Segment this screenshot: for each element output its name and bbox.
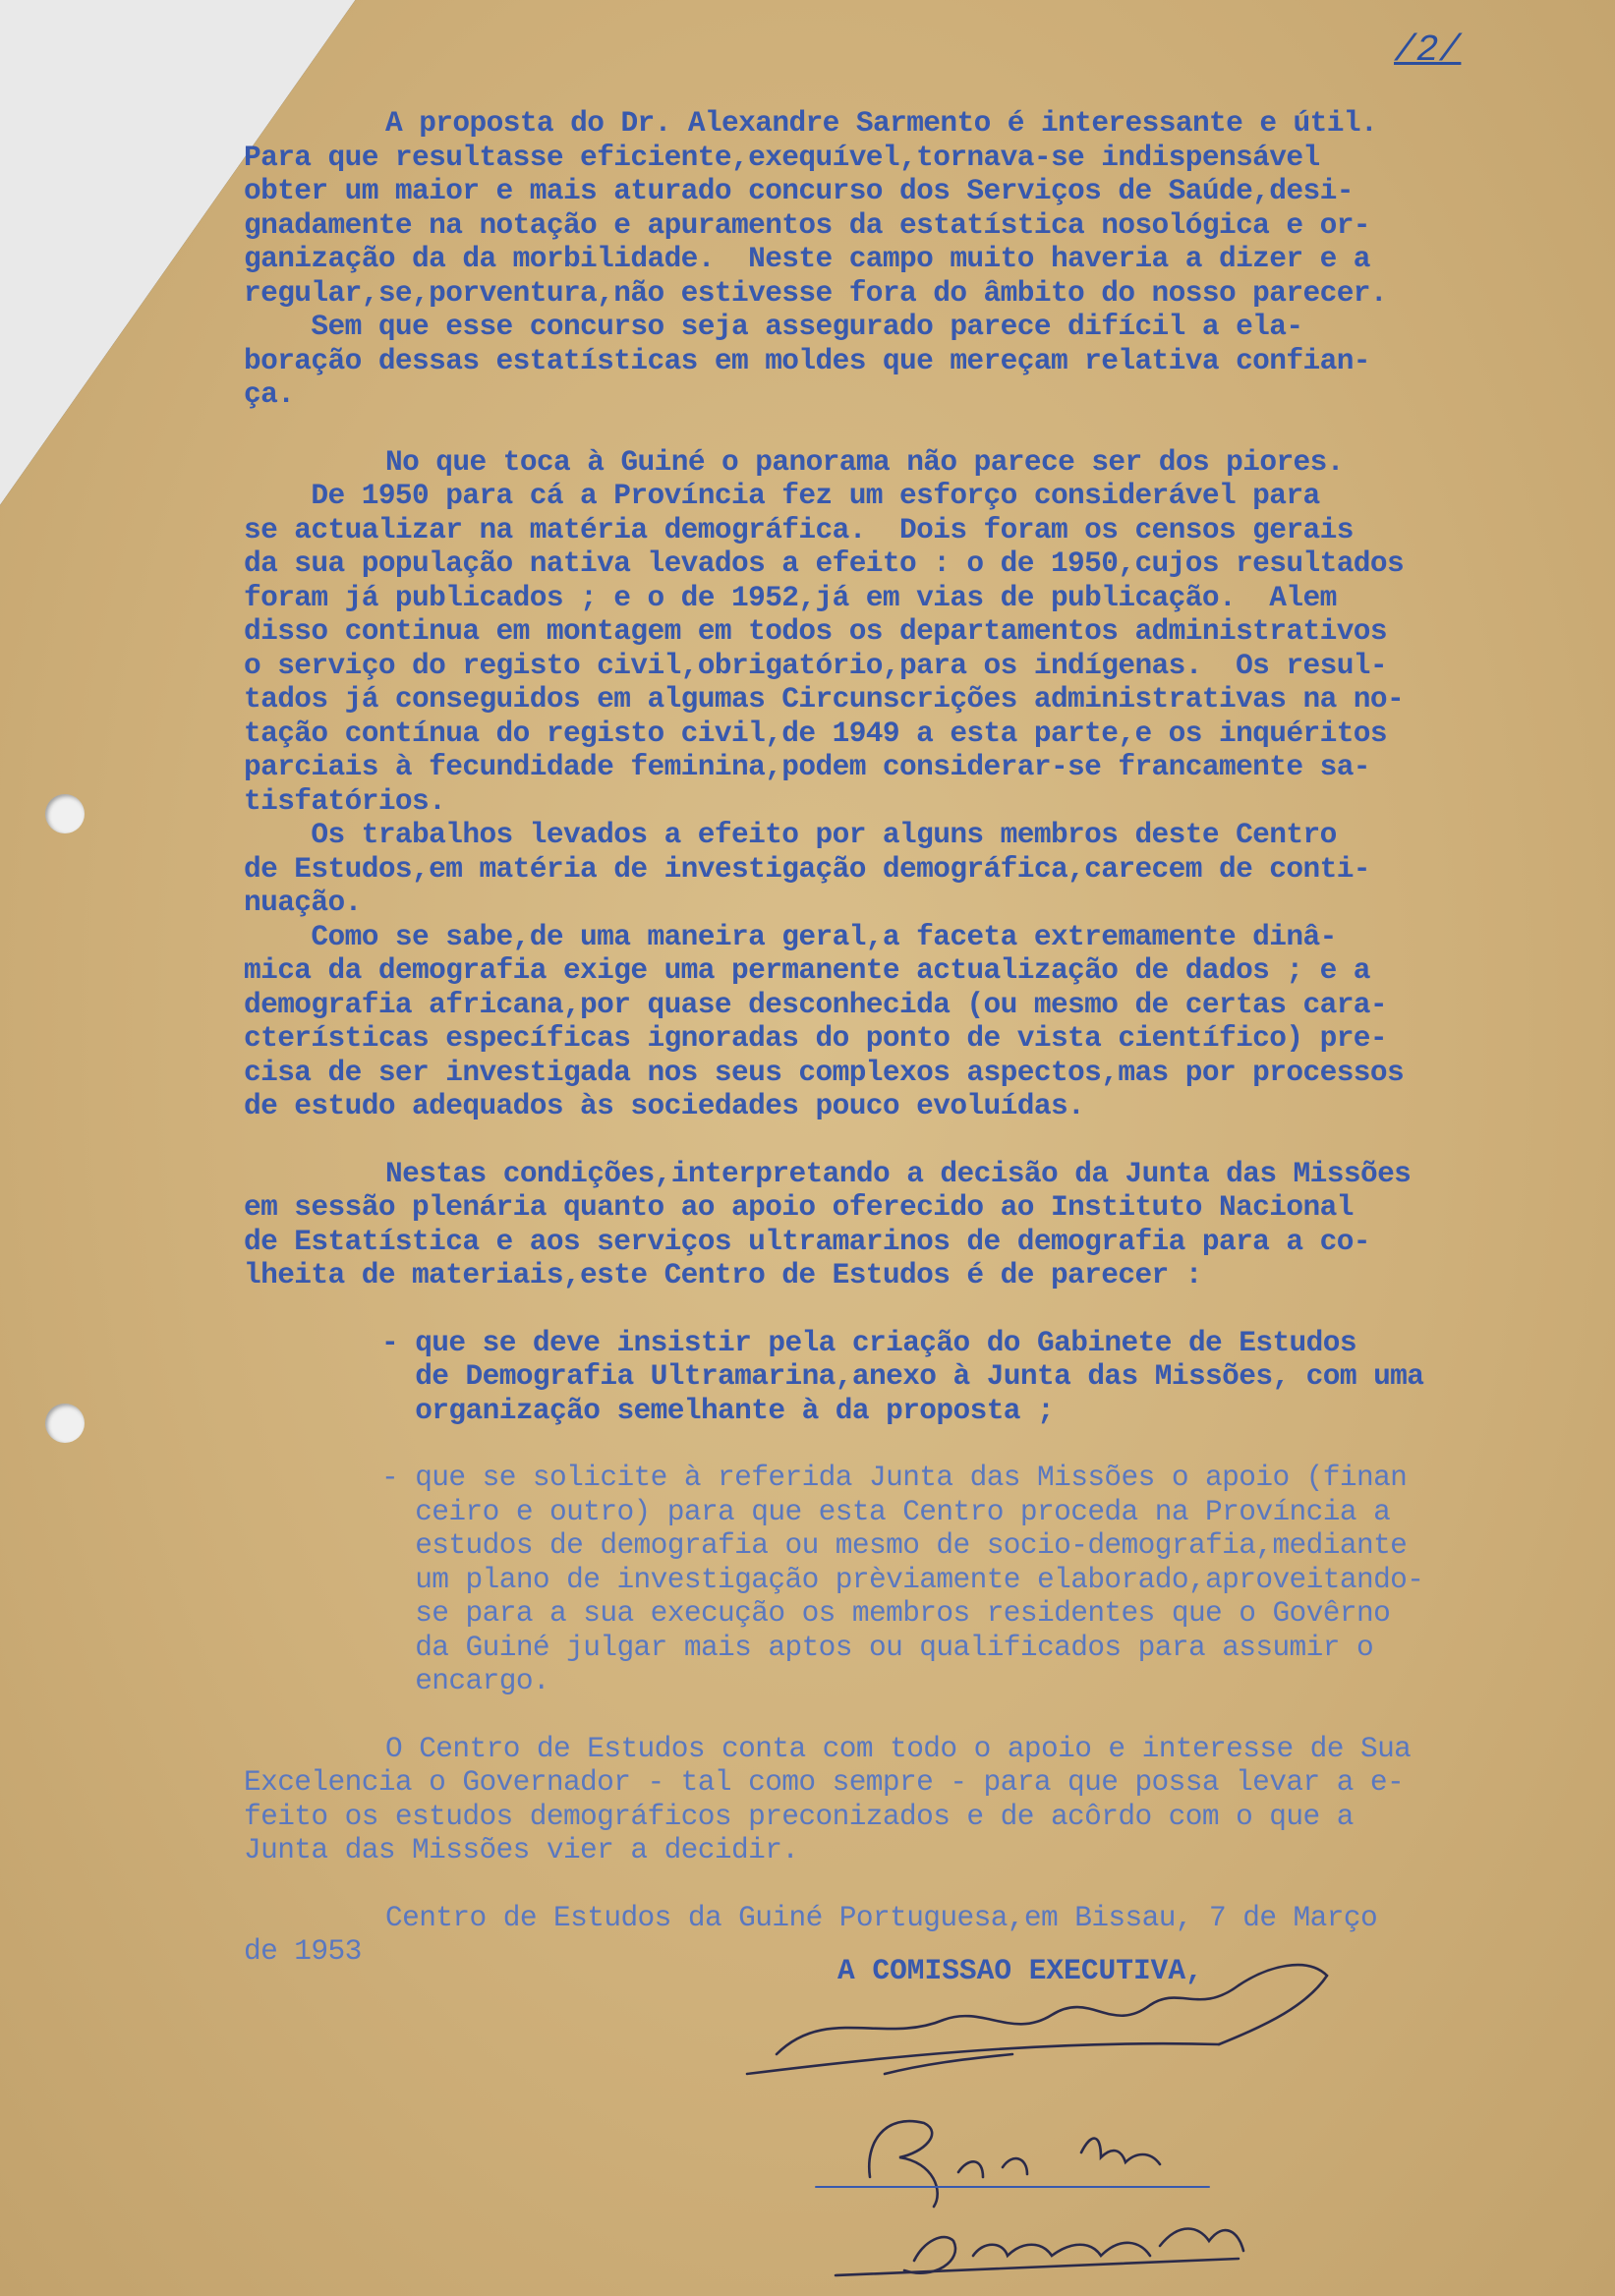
text-line: se para a sua execução os membros residentes que o Govêrno — [381, 1596, 1391, 1630]
text-line: organização semelhante à da proposta ; — [381, 1393, 1055, 1427]
paragraph-guinea-demography — [244, 444, 1600, 1123]
text-line: encargo. — [381, 1664, 550, 1697]
text-line: - que se solicite à referida Junta das Missões o apoio (finan — [381, 1461, 1408, 1494]
text-line: lheita de materiais,este Centro de Estudos é de parecer : — [244, 1258, 1202, 1292]
text-line: Nestas condições,interpretando a decisão da Junta das Missões — [385, 1156, 1412, 1190]
text-line: gnadamente na notação e apuramentos da estatística nosológica e or- — [244, 207, 1370, 242]
paragraph-conditions — [244, 1156, 1600, 1292]
text-line: nuação. — [244, 886, 362, 919]
paragraph-governor — [244, 1731, 1600, 1867]
text-line: de Estatística e aos serviços ultramarinos de demografia para a co- — [244, 1224, 1370, 1258]
text-line: em sessão plenária quanto ao apoio oferecido ao Instituto Nacional — [244, 1190, 1354, 1224]
text-line: de Estudos,em matéria de investigação demográfica,carecem de conti- — [244, 851, 1370, 886]
text-line: No que toca à Guiné o panorama não parece ser dos piores. — [385, 444, 1344, 479]
text-line: feito os estudos demográficos preconizados e de acôrdo com o que a — [244, 1799, 1354, 1833]
bullet-gabinete — [381, 1326, 1600, 1428]
paragraph-health-services — [244, 106, 1600, 412]
text-line: - que se deve insistir pela criação do Gabinete de Estudos — [381, 1325, 1356, 1359]
signatures — [688, 1946, 1474, 2290]
signature-block-title: A COMISSAO EXECUTIVA, — [837, 1954, 1203, 1987]
text-line: O Centro de Estudos conta com todo o apoio e interesse de Sua — [385, 1731, 1412, 1765]
text-line: cisa de ser investigada nos seus complexos aspectos,mas por processos — [244, 1055, 1405, 1089]
signature-3 — [836, 2229, 1243, 2276]
text-line: boração dessas estatísticas em moldes que mereçam relativa confian- — [244, 343, 1370, 377]
text-line: Os trabalhos levados a efeito por alguns membros deste Centro — [244, 818, 1337, 851]
text-line: de Demografia Ultramarina,anexo à Junta das Missões, com uma — [381, 1359, 1424, 1393]
text-line: ça. — [244, 377, 295, 411]
text-line: disso continua em montagem em todos os departamentos administrativos — [244, 614, 1387, 648]
text-line: Excelencia o Governador - tal como sempre - para que possa levar a e- — [244, 1765, 1405, 1799]
text-line: ceiro e outro) para que esta Centro proceda na Província a — [381, 1494, 1391, 1528]
text-line: obter um maior e mais aturado concurso dos Serviços de Saúde,desi- — [244, 174, 1354, 207]
text-line: foram já publicados ; e o de 1952,já em vias de publicação. Alem — [244, 580, 1337, 614]
text-line: A proposta do Dr. Alexandre Sarmento é interessante e útil. — [385, 106, 1378, 140]
text-line: parciais à fecundidade feminina,podem considerar-se francamente sa- — [244, 750, 1370, 783]
text-line: demografia africana,por quase desconhecida (ou mesmo de certas cara- — [244, 987, 1387, 1021]
punch-hole-bottom — [45, 1404, 85, 1443]
text-line: Para que resultasse eficiente,exequível,tornava-se indispensável — [244, 140, 1320, 174]
text-line: um plano de investigação prèviamente elaborado,aproveitando- — [381, 1562, 1424, 1596]
text-line: Junta das Missões vier a decidir. — [244, 1833, 799, 1866]
text-line: de estudo adequados às sociedades pouco evoluídas. — [244, 1089, 1085, 1122]
signature-1 — [747, 1965, 1327, 2074]
text-line: mica da demografia exige uma permanente actualização de dados ; e a — [244, 953, 1370, 987]
signature-2 — [869, 2121, 1160, 2207]
text-line: o serviço do registo civil,obrigatório,para os indígenas. Os resul- — [244, 648, 1387, 682]
text-line: tisfatórios. — [244, 783, 446, 818]
text-line: da Guiné julgar mais aptos ou qualificados para assumir o — [381, 1630, 1374, 1664]
text-line: Como se sabe,de uma maneira geral,a faceta extremamente dinâ- — [244, 919, 1337, 953]
text-line: de 1953 — [244, 1934, 362, 1968]
text-line: cterísticas específicas ignoradas do ponto de vista científico) pre- — [244, 1021, 1387, 1055]
text-line: ganização da da morbilidade. Neste campo muito haveria a dizer e a — [244, 242, 1370, 275]
punch-hole-top — [45, 794, 85, 833]
text-line: se actualizar na matéria demográfica. Dois foram os censos gerais — [244, 512, 1354, 546]
text-line: Sem que esse concurso seja assegurado parece difícil a ela- — [244, 310, 1303, 343]
text-line: De 1950 para cá a Província fez um esforço considerável para — [244, 479, 1320, 512]
text-line: tados já conseguidos em algumas Circunscrições administrativas na no- — [244, 682, 1405, 716]
bullet-junta-support — [381, 1461, 1600, 1698]
text-line: tação contínua do registo civil,de 1949 a esta parte,e os inquéritos — [244, 716, 1387, 750]
text-line: Centro de Estudos da Guiné Portuguesa,em Bissau, 7 de Março — [385, 1900, 1378, 1934]
text-line: estudos de demografia ou mesmo de socio-demografia,mediante — [381, 1528, 1408, 1562]
text-line: da sua população nativa levados a efeito : o de 1950,cujos resultados — [244, 546, 1405, 580]
page-number: /2/ — [1394, 29, 1462, 72]
document-body — [244, 106, 1600, 1969]
text-line: regular,se,porventura,não estivesse fora do âmbito do nosso parecer. — [244, 275, 1387, 310]
